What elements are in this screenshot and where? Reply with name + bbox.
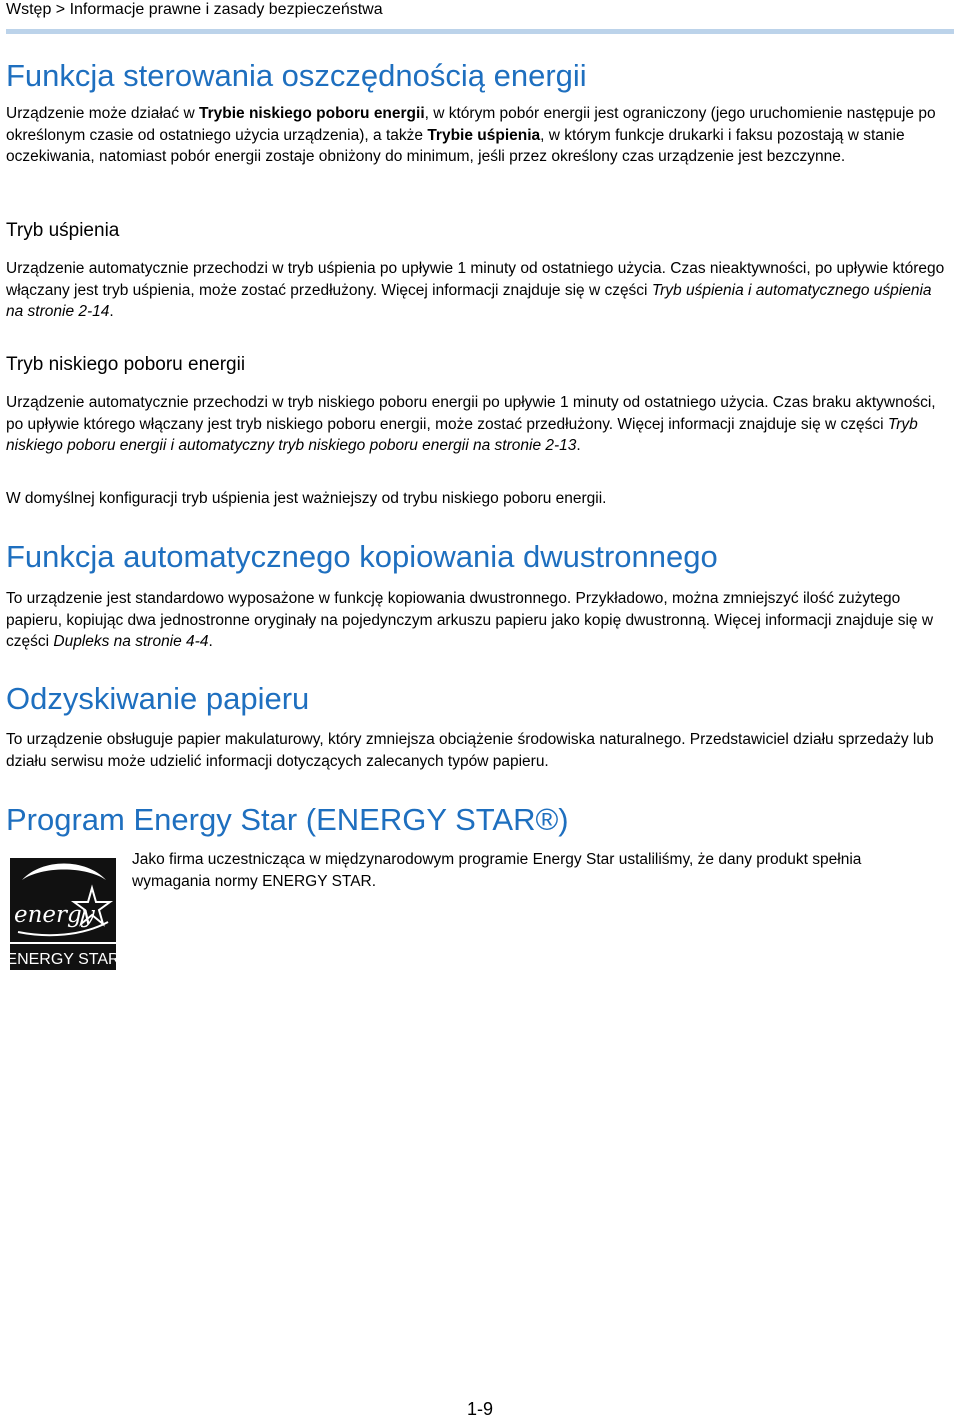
low-power-heading: Tryb niskiego poboru energii: [6, 354, 246, 375]
sleep-term: Trybie uśpienia: [427, 126, 541, 144]
header-divider: [6, 29, 954, 34]
energy-star-title: Program Energy Star (ENERGY STAR®): [6, 802, 569, 837]
low-power-paragraph: Urządzenie automatycznie przechodzi w tryb niskiego poboru energii po upływie 1 minuty od ostatniego użycia. Czas braku aktywności, po upływie którego włączany jest tryb niskiego poboru energii, może zostać przedłużony. Więcej informacji znajduje się w części Tryb niskiego poboru energii i automatyczny tryb niskiego poboru energii na stronie 2-13.: [6, 394, 936, 454]
recycle-title: Odzyskiwanie papieru: [6, 681, 310, 716]
page-title: Funkcja sterowania oszczędnością energii: [6, 58, 587, 93]
energy-star-logo-graphic: [8, 856, 118, 972]
low-power-term: Trybie niskiego poboru energii: [198, 105, 425, 122]
page-number: 1-9: [466, 1399, 493, 1419]
duplex-reference: Dupleks na stronie 4-4: [53, 633, 209, 650]
priority-note: W domyślnej konfiguracji tryb uśpienia jest ważniejszy od trybu niskiego poboru energii.: [6, 490, 607, 507]
breadcrumb: Wstęp > Informacje prawne i zasady bezpieczeństwa: [6, 1, 383, 18]
energy-star-paragraph: Jako firma uczestnicząca w międzynarodowym programie Energy Star ustaliliśmy, że dany produkt spełnia wymagania normy ENERGY STAR.: [132, 851, 862, 890]
low-power-reference: Tryb niskiego poboru energii i automatyczny tryb niskiego poboru energii na stronie 2-13: [6, 415, 918, 454]
energy-script-text: energy: [14, 902, 95, 928]
sleep-mode-heading: Tryb uśpienia: [6, 220, 120, 241]
recycle-paragraph: To urządzenie obsługuje papier makulaturowy, który zmniejsza obciążenie środowiska naturalnego. Przedstawiciel działu sprzedaży lub działu serwisu może udzielić informacji dotyczących zalecanych typów papieru.: [6, 731, 934, 770]
sleep-mode-paragraph: Urządzenie automatycznie przechodzi w tryb uśpienia po upływie 1 minuty od ostatniego użycia. Czas nieaktywności, po upływie którego włączany jest tryb uśpienia, może zostać przedłużony. Więcej informacji znajduje się w części Tryb uśpienia i automatycznego uśpienia na stronie 2-14.: [6, 260, 945, 320]
duplex-title: Funkcja automatycznego kopiowania dwustronnego: [6, 539, 718, 574]
sleep-mode-reference: Tryb uśpienia i automatycznego uśpienia na stronie 2-14: [6, 281, 932, 320]
energy-star-logo-label: ENERGY STAR: [8, 951, 118, 968]
energy-star-logo: [8, 856, 118, 972]
intro-paragraph: Urządzenie może działać w Trybie niskiego poboru energii, w którym pobór energii jest ograniczony (jego uruchomienie następuje po określonym czasie od ostatniego użycia urządzenia), a także Trybie uśpienia, w którym funkcje drukarki i faksu pozostają w stanie oczekiwania, natomiast pobór energii zostaje obniżony do minimum, jeśli przez określony czas urządzenie jest bezczynne.: [6, 105, 936, 165]
duplex-paragraph: To urządzenie jest standardowo wyposażone w funkcję kopiowania dwustronnego. Przykładowo, można zmniejszyć ilość zużytego papieru, kopiując dwa jednostronne oryginały na pojedynczym arkuszu papieru jako kopię dwustronną. Więcej informacji znajduje się w części Dupleks na stronie 4-4.: [6, 590, 934, 650]
